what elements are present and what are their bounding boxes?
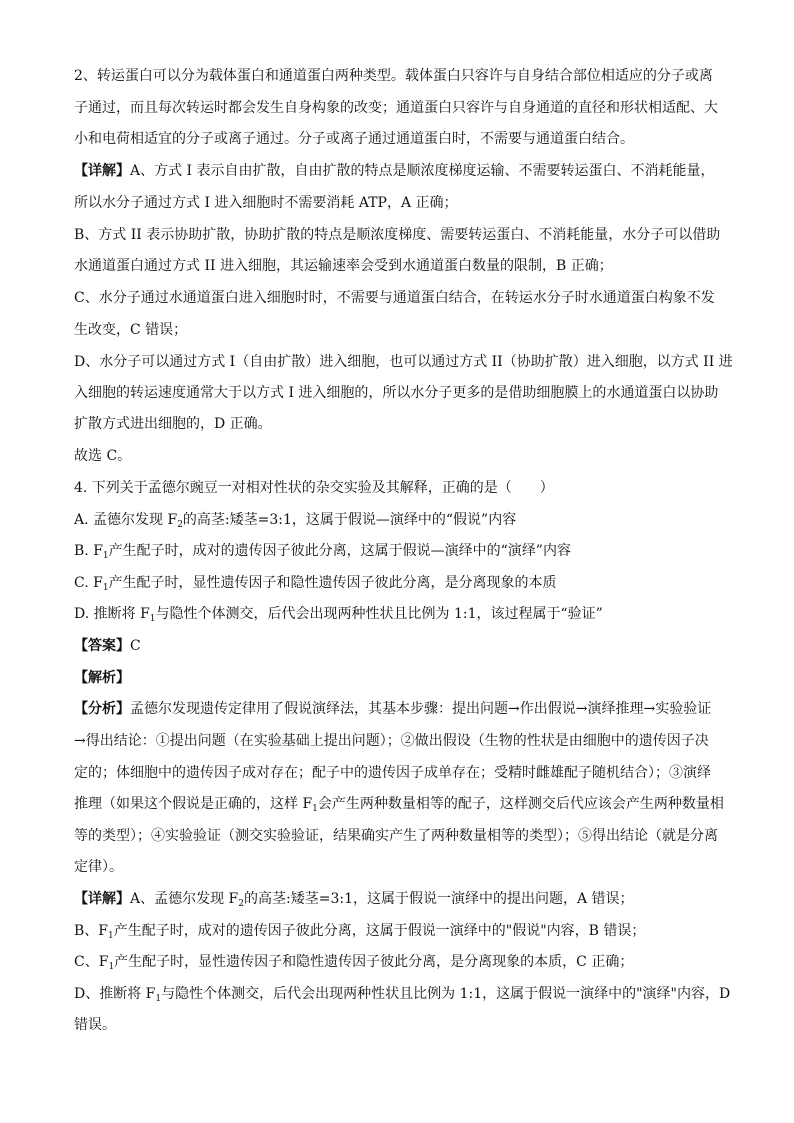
text-line: 故选 C。 (74, 448, 132, 464)
analysis-line (74, 668, 130, 688)
question-stem: 4. 下列关于孟德尔豌豆一对相对性状的杂交实验及其解释，正确的是（ ） (74, 480, 554, 496)
detail-label: 【详解】 (74, 163, 130, 179)
fenxi-label: 【分析】 (74, 701, 130, 717)
detail-line (74, 161, 715, 181)
detail-text: A、方式 I 表示自由扩散，自由扩散的特点是顺浓度梯度运输、不需要转运蛋白、不消耗能量， (130, 163, 715, 179)
text-line: 等的类型）；④实验验证（测交实验验证，结果确实产生了两种数量相等的类型）；⑤得出结论（就是分离 (74, 828, 718, 844)
text-line: 错误。 (74, 1017, 116, 1033)
option-d: D. 推断将 $F_1$与隐性个体测交，后代会出现两种性状且比例为 1:1，该过程属于“验证” (74, 606, 603, 624)
text-line: D、水分子可以通过方式 I（自由扩散）进入细胞，也可以通过方式 II（协助扩散）进入细胞，以方式 II 进 (74, 354, 733, 370)
text-line: 水通道蛋白通过方式 II 进入细胞，其运输速率会受到水通道蛋白数量的限制，B 正确； (74, 258, 613, 274)
option-b: B. $F_1$产生配子时，成对的遗传因子彼此分离，这属于假说—演绎中的“演绎”内容 (74, 543, 571, 561)
text-line: 扩散方式进出细胞的，D 正确。 (74, 416, 272, 432)
text-line: 2、转运蛋白可以分为载体蛋白和通道蛋白两种类型。载体蛋白只容许与自身结合部位相适应的分子或离 (74, 68, 713, 84)
text-line: B、方式 II 表示协助扩散，协助扩散的特点是顺浓度梯度、需要转运蛋白、不消耗能量，水分子可以借助 (74, 227, 721, 243)
text-line: 入细胞的转运速度通常大于以方式 I 进入细胞的，所以水分子更多的是借助细胞膜上的水通道蛋白以协助 (74, 385, 719, 401)
text-line: C、水分子通过水通道蛋白进入细胞时时，不需要与通道蛋白结合，在转运水分子时水通道蛋白构象不发 (74, 290, 715, 306)
answer-label: 【答案】 (74, 638, 130, 654)
option-c: C. $F_1$产生配子时，显性遗传因子和隐性遗传因子彼此分离，是分离现象的本质 (74, 575, 557, 593)
analysis-text: 【分析】孟德尔发现遗传定律用了假说演绎法，其基本步骤：提出问题→作出假说→演绎推理→实验验证 (74, 701, 712, 717)
text-line: 子通过，而且每次转运时都会发生自身构象的改变；通道蛋白只容许与自身通道的直径和形状相适配、大 (74, 100, 718, 116)
text-line: 小和电荷相适宜的分子或离子通过。分子或离子通过通道蛋白时，不需要与通道蛋白结合。 (74, 131, 634, 147)
option-a: A. 孟德尔发现 $F_2$的高茎:矮茎=3:1，这属于假说—演绎中的“假说”内容 (74, 512, 517, 530)
text-line: 定律）。 (74, 859, 123, 875)
text-line: 推理（如果这个假说是正确的，这样 $F_1$会产生两种数量相等的配子，这样测交后代应该会产生两种数量相 (74, 796, 724, 814)
text-line: 所以水分子通过方式 I 进入细胞时不需要消耗 ATP，A 正确； (74, 195, 458, 211)
text-line: C、$F_1$产生配子时，显性遗传因子和隐性遗传因子彼此分离，是分离现象的本质，C 正确； (74, 954, 634, 972)
text-line: 定的；体细胞中的遗传因子成对存在；配子中的遗传因子成单存在；受精时雌雄配子随机结合）；③演绎 (74, 765, 711, 781)
text-line: →得出结论：①提出问题（在实验基础上提出问题）；②做出假设（生物的性状是由细胞中的遗传因子决 (74, 733, 709, 749)
analysis-label: 【解析】 (74, 670, 130, 686)
detail-line: 【详解】A、孟德尔发现 $F_2$的高茎:矮茎=3:1，这属于假说一演绎中的提出问题，A 错误； (74, 891, 634, 909)
text-line: D、推断将 $F_1$与隐性个体测交，后代会出现两种性状且比例为 1:1，这属于假说一演绎中的"演绎"内容，D (74, 986, 731, 1004)
answer-value: C (130, 638, 141, 654)
text-line: 生改变，C 错误； (74, 322, 188, 338)
text-line: B、$F_1$产生配子时，成对的遗传因子彼此分离，这属于假说一演绎中的"假说"内容，B 错误； (74, 923, 646, 941)
detail-label: 【详解】 (74, 891, 130, 907)
answer-line (74, 636, 141, 656)
